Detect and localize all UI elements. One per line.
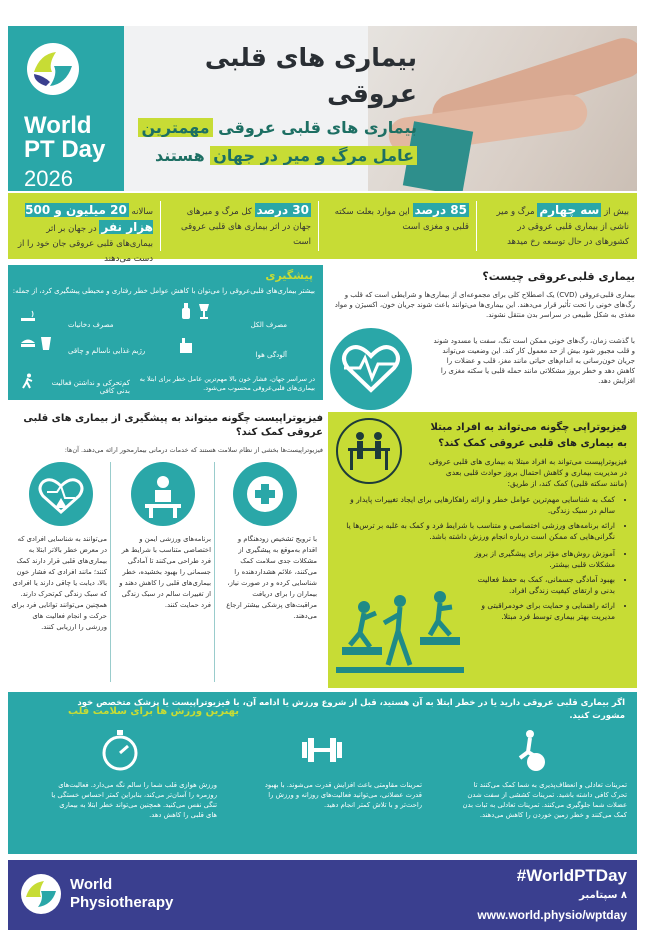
help-bullet-fitness: • بهبود آمادگی جسمانی، کمک به حفظ فعالیت بدنی و ارتقای کیفیت زندگی افراد.	[467, 574, 615, 596]
physio-column-early-detection: با ترویج تشخیص زودهنگام و اقدام به‌موقع به پیشگیری از مشکلات جدی سلامت کمک می‌کنند، علائم هشداردهنده را شناسایی کرده و در صورت نیاز، بیماران را برای دریافت مراقبت‌های پزشکی بیشتر ارجاع می‌دهند.	[226, 535, 317, 620]
world-physiotherapy-logo-icon	[20, 873, 62, 915]
physio-column-exercise-programs: برنامه‌های ورزشی ایمن و اختصاصی متناسب با شرایط هر فرد طراحی می‌کنند تا آمادگی جسمانی را بهبود بخشیده، خطر بیماری‌های قلبی را کاهش دهند و از تغییرات سالم در سبک زندگی فرد حمایت کنند.	[119, 535, 211, 609]
stat-three-quarters	[487, 203, 629, 250]
stat-2-value: 85 درصد	[414, 203, 467, 217]
hashtag: #WorldPTDay	[516, 866, 627, 885]
consultation-badge	[131, 462, 195, 526]
event-date: ۸ سپتامبر	[579, 890, 627, 901]
logo-line-world: World	[24, 112, 92, 139]
physio-prevention-section	[8, 412, 323, 687]
drink-cup-icon	[38, 335, 54, 351]
heart-warning-icon	[29, 462, 93, 526]
subtitle-highlight-1: مهمترین	[138, 118, 212, 137]
stat-4-pre: سالانه	[131, 207, 153, 217]
exercise-warning: اگر بیماری قلبی عروقی دارید یا در خطر ابتلا به آن هستید، قبل از شروع ورزش یا ادامه آن، با فیزیوتراپیست یا پزشک متخصص خود مشورت کنید.	[77, 698, 625, 721]
factory-pollution-icon	[178, 337, 194, 353]
dumbbell-icon	[300, 728, 344, 772]
stat-85-percent	[327, 203, 469, 235]
physio-help-list-bottom	[467, 548, 627, 626]
walking-person-icon	[20, 373, 36, 389]
stat-4-value: 20 میلیون و 500 هزار نفر	[25, 203, 153, 234]
risk-badge	[29, 462, 93, 526]
prevention-item-diet: رژیم غذایی ناسالم و چاقی	[68, 347, 146, 355]
physio-help-list-top	[343, 494, 627, 546]
prevention-item-alcohol: مصرف الکل	[250, 321, 287, 329]
help-bullet-exercise: • ارائه برنامه‌های ورزشی اختصاصی و متناسب با شرایط فرد و کمک به غلبه بر ترس‌ها یا نگرانی‌هایی که ممکن است درباره انجام ورزش داشته باشد.	[343, 520, 615, 542]
medical-cross-icon	[233, 462, 297, 526]
stat-4-text: در جهان بر اثر بیماری‌های قلبی عروقی جان خود را از دست می‌دهند	[17, 224, 153, 264]
fast-food-icon	[20, 335, 36, 351]
stat-divider	[160, 201, 161, 251]
stat-annual-deaths	[11, 203, 153, 267]
prevention-item-air-pollution: آلودگی هوا	[255, 351, 287, 359]
physio-help-intro: فیزیوتراپیست می‌تواند به افراد مبتلا به بیماری های قلبی عروقی در مدیریت بیماری و کاهش احتمال بروز حوادث قلبی بعدی (مانند سکته قلبی) کمک کند، از طریق:	[428, 457, 627, 488]
subtitle-part-a: بیماری های قلبی عروقی	[218, 118, 417, 137]
subtitle-highlight-2: عامل مرگ و میر در جهان	[210, 146, 417, 165]
stat-30-percent	[169, 203, 311, 250]
step-exercise-illustration	[336, 577, 464, 682]
first-aid-badge	[233, 462, 297, 526]
subtitle-part-d: هستند	[155, 146, 205, 165]
consultation-icon	[131, 462, 195, 526]
exercise-strength-text: تمرینات مقاومتی باعث افزایش قدرت می‌شوند. با بهبود قدرت عضلانی، می‌توانید فعالیت‌های روزانه و ورزش را راحت‌تر و با تلاش کمتر انجام دهید.	[264, 781, 422, 809]
prevention-intro: بیشتر بیماری‌های قلبی‌عروقی را می‌توان با کاهش عوامل خطر رفتاری و محیطی پیشگیری کرد، از جمله:	[12, 287, 315, 295]
stat-1-value: سه چهارم	[539, 203, 600, 217]
what-is-cvd-section	[330, 270, 635, 410]
column-divider	[214, 462, 215, 682]
org-name-line2: Physiotherapy	[70, 894, 174, 911]
what-is-paragraph-1: بیماری قلبی‌عروقی (CVD) یک اصطلاح کلی برای مجموعه‌ای از بیماری‌ها و شرایطی است که قلب و رگ‌های خونی را تحت تأثیر قرار می‌دهند. این بیماری‌ها می‌توانند باعث شوند جریان خون، اکسیژن و مواد مغذی به شکل طبیعی در سراسر بدن منتقل نشوند.	[334, 291, 635, 319]
stat-1-text: مرگ و میر ناشی از بیماری قلبی عروقی در کشورهای در حال توسعه رخ میدهد	[496, 207, 629, 247]
wpt-logo-icon	[26, 42, 80, 96]
prevention-footer: در سراسر جهان، فشار خون بالا مهم‌ترین عامل خطر برای ابتلا به بیماری‌های قلبی‌عروقی محسوب می‌شود.	[139, 375, 315, 392]
column-divider	[110, 462, 111, 682]
heart-pulse-icon	[330, 328, 412, 410]
prevention-title: پیشگیری	[265, 269, 313, 282]
logo-text	[24, 114, 105, 162]
logo-year: 2026	[24, 166, 73, 191]
page-subtitle	[117, 114, 417, 170]
stat-2-text: این موارد بعلت سکته قلبی و مغزی است	[334, 207, 469, 232]
exercise-balance-text: تمرینات تعادلی و انعطاف‌پذیری به شما کمک می‌کنند تا تحرک کافی داشته باشید. تمرینات کششی از سفت شدن عضلات شما جلوگیری می‌کنند. تمرینات تعادلی به ثبات بدن کمک می‌کنند و خطر زمین خوردن را کاهش می‌دهند.	[462, 781, 627, 819]
prevention-panel	[8, 265, 323, 400]
physio-prevention-intro: فیزیوتراپیست‌ها بخشی از نظام سلامت هستند که خدمات درمانی بیمارمحور ارائه می‌دهند. آن‌ها:	[64, 446, 323, 454]
stats-bar	[8, 193, 637, 264]
what-is-title: بیماری قلبی‌عروقی چیست؟	[482, 270, 635, 283]
wine-glass-icon	[196, 303, 212, 319]
physio-help-title: فیزیوتراپی چگونه می‌تواند به افراد مبتلا به بیماری های قلبی عروقی کمک کند؟	[430, 422, 627, 449]
prevention-item-inactivity: کم‌تحرکی و نداشتن فعالیت بدنی کافی	[51, 379, 130, 395]
alcohol-bottle-icon	[178, 303, 194, 319]
physio-prevention-title: فیزیوتراپیست چگونه میتواند به پیشگیری از بیماری های قلبی عروقی کمک کند؟	[23, 413, 323, 438]
exercise-section	[8, 692, 637, 854]
prevention-item-tobacco: مصرف دخانیات	[68, 321, 114, 329]
header-banner	[8, 26, 637, 191]
website-link[interactable]: www.world.physio/wptday	[477, 908, 627, 922]
what-is-paragraph-2: با گذشت زمان، رگ‌های خونی ممکن است تنگ، سفت یا مسدود شوند و قلب مجبور شود بیش از حد معمول کار کند. این وضعیت می‌تواند جریان خون‌رسانی به اندام‌های حیاتی مانند مغز، قلب و عضلات را کاهش دهد و خطر بروز مشکلاتی مانند حمله قلبی یا سکته مغزی را افزایش دهد.	[433, 337, 635, 385]
cigarette-icon	[20, 309, 36, 325]
logo-line-ptday: PT Day	[24, 136, 106, 163]
stopwatch-icon	[98, 728, 142, 772]
org-name	[70, 876, 173, 912]
footer-bar	[8, 860, 637, 930]
parallel-bars-icon	[338, 420, 400, 482]
help-bullet-risk-factors: • کمک به شناسایی مهم‌ترین عوامل خطر و ارائه راهکارهایی برای ایجاد تغییرات پایدار و سالم در سبک زندگی.	[343, 494, 615, 516]
org-name-line1: World	[70, 876, 113, 893]
stat-3-value: 30 درصد	[256, 203, 309, 217]
wpt-logo-panel	[8, 26, 124, 191]
physio-column-risk-identification: می‌توانند به شناسایی افرادی که در معرض خطر بالاتر ابتلا به بیماری‌های قلبی قرار دارند کمک کنند؛ مانند افرادی که فشار خون بالا، دیابت یا چاقی دارند یا افرادی که سبک زندگی کم‌تحرک دارند. همچنین می‌توانند توانایی فرد برای حرکت و انجام فعالیت های ورزشی را ارزیابی کنند.	[11, 535, 107, 631]
balance-ball-icon	[508, 728, 552, 772]
stat-1-pre: بیش از	[604, 207, 629, 217]
heartbeat-badge	[330, 328, 412, 410]
stat-3-text: کل مرگ و میرهای جهان در اثر بیماری های قلبی عروقی است	[181, 207, 311, 247]
exercise-title: بهترین ورزش ها برای سلامت قلب	[68, 706, 240, 717]
stat-divider	[318, 201, 319, 251]
stat-divider	[476, 201, 477, 251]
page-title: بیماری های قلبی عروقی	[204, 43, 417, 108]
help-bullet-self-care: • ارائه راهنمایی و حمایت برای خودمراقبتی و مدیریت بهتر بیماری توسط فرد مبتلا.	[467, 600, 615, 622]
physio-help-panel	[328, 412, 637, 688]
help-bullet-education: • آموزش روش‌های مؤثر برای پیشگیری از بروز مشکلات قلبی بیشتر.	[467, 548, 615, 570]
rehab-badge	[336, 418, 402, 484]
exercise-aerobic-text: ورزش هوازی قلب شما را سالم نگه می‌دارد. فعالیت‌های روزمره را آسان‌تر می‌کند، بنابراین کمتر احساس خستگی یا تنگی نفس می‌کنید. همچنین می‌تواند خطر ابتلا به بیماری های قلبی را کاهش دهد.	[51, 781, 217, 819]
